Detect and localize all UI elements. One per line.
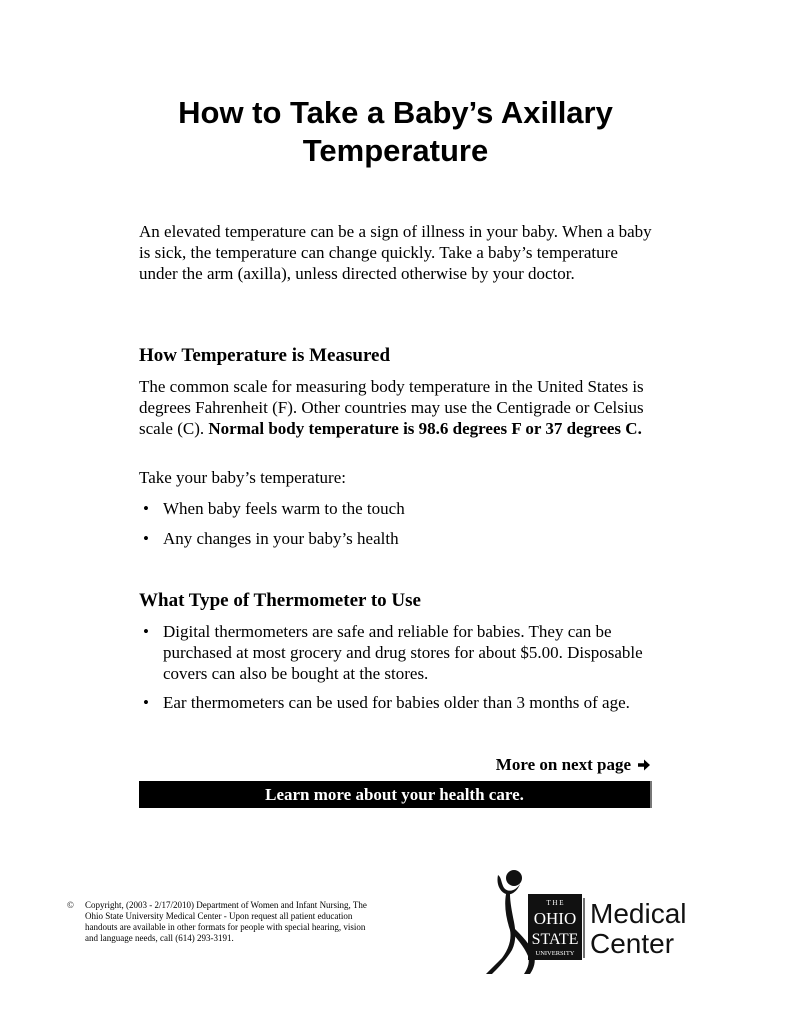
osu-medical-center-logo [484,866,699,978]
intro-paragraph: An elevated temperature can be a sign of illness in your baby. When a baby is sick, the temperature can change quickly. Take a baby’s temperature under the arm (axilla), unless directed otherwise by your doctor. [139,222,652,283]
take-temperature-intro: Take your baby’s temperature: [139,468,346,487]
bullet-icon: • [143,693,149,712]
more-on-next-page-label: More on next page [495,755,631,774]
copyright-notice [67,900,377,944]
list-item-text: When baby feels warm to the touch [163,499,405,518]
more-on-next-page [496,754,651,775]
thermometer-list [139,621,654,721]
list-item [139,692,654,713]
logo-university-text: UNIVERSITY [535,950,575,957]
medical-center-wordmark [590,899,686,959]
bullet-icon: • [143,529,149,548]
bullet-icon: • [143,622,149,641]
list-item [139,621,654,684]
normal-temperature-text: Normal body temperature is 98.6 degrees F or 37 degrees C. [208,419,642,438]
list-item-text: Any changes in your baby’s health [163,529,399,548]
bullet-icon: • [143,499,149,518]
measured-paragraph [139,376,644,439]
copyright-symbol: © [67,900,74,910]
list-item [139,498,654,519]
section-heading-thermometer: What Type of Thermometer to Use [139,590,421,611]
logo-ohio-text: OHIO [533,909,577,928]
copyright-text: Copyright, (2003 - 2/17/2010) Department of Women and Infant Nursing, The Ohio State University Medical Center - Upon request all patient education handouts are available in other formats for people with special hearing, vision and language needs, call (614) 293-3191. [85,900,367,943]
learn-more-banner: Learn more about your health care. [139,781,652,808]
logo-the-text: T H E [546,899,564,907]
logo-medical-text: Medical [590,898,687,929]
list-item-text: Ear thermometers can be used for babies older than 3 months of age. [163,693,630,712]
page-title: How to Take a Baby’s Axillary Temperature [178,95,613,168]
list-item-text: Digital thermometers are safe and reliable for babies. They can be purchased at most grocery and drug stores for about $5.00. Disposable covers can also be bought at the stores. [163,622,643,683]
arrow-right-icon [637,758,651,772]
when-to-take-list [139,498,654,558]
logo-state-text: STATE [531,931,579,948]
section-heading-measured: How Temperature is Measured [139,345,391,366]
measured-text: The common scale for measuring body temperature in the United States is degrees Fahrenheit (F). Other countries may use the Centigrade or Celsius scale (C). [139,377,644,438]
list-item [139,528,654,549]
logo-center-text: Center [590,928,675,959]
